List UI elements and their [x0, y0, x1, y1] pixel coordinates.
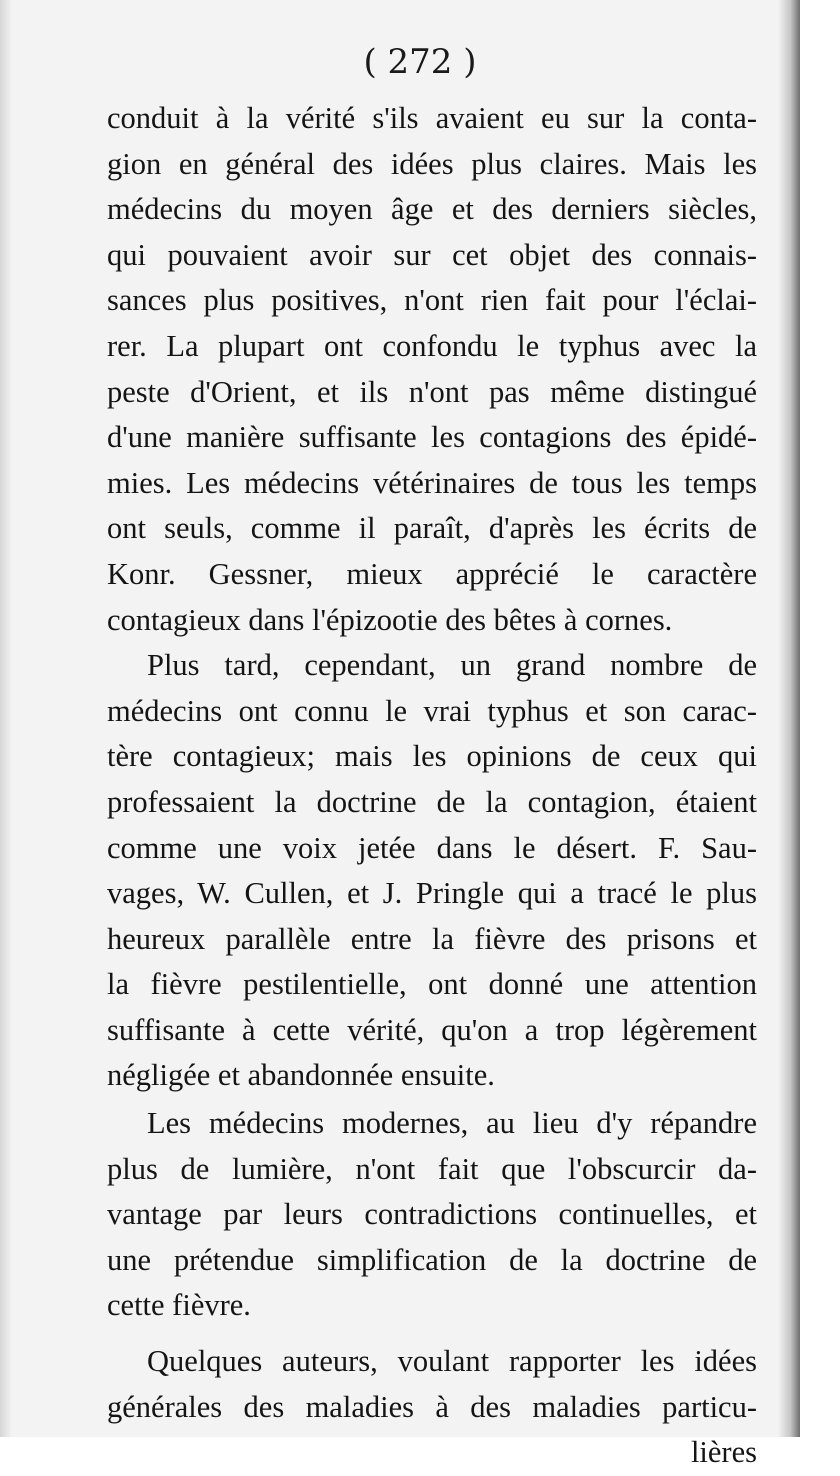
text-line: sances plus positives, n'ont rien fait pour l'éclai-: [107, 283, 757, 318]
text-line: négligée et abandonnée ensuite.: [107, 1058, 495, 1093]
text-line: qui pouvaient avoir sur cet objet des connais-: [107, 237, 757, 272]
text-line: mies. Les médecins vétérinaires de tous les temps: [107, 465, 757, 500]
text-line: médecins du moyen âge et des derniers siècles,: [107, 192, 757, 227]
text-line: comme une voix jetée dans le désert. F. Sau-: [107, 830, 757, 865]
text-line: gion en général des idées plus claires. Mais les: [107, 146, 757, 181]
text-line: Les médecins modernes, au lieu d'y répandre: [147, 1106, 757, 1141]
page-right-shadow: [778, 0, 800, 1437]
page-left-shadow: [0, 0, 12, 1437]
text-line: conduit à la vérité s'ils avaient eu sur la conta-: [107, 101, 757, 135]
text-line: heureux parallèle entre la fièvre des prisons et: [107, 921, 757, 956]
text-line: vages, W. Cullen, et J. Pringle qui a tracé le plus: [107, 876, 757, 911]
body-text: [107, 96, 757, 1476]
page-number: ( 272 ): [363, 42, 477, 82]
text-line: la fièvre pestilentielle, ont donné une attention: [107, 967, 757, 1002]
text-line: Plus tard, cependant, un grand nombre de: [147, 648, 757, 683]
text-line: vantage par leurs contradictions continuelles, et: [107, 1197, 757, 1232]
text-line: médecins ont connu le vrai typhus et son carac-: [107, 693, 757, 728]
text-line: tère contagieux; mais les opinions de ceux qui: [107, 739, 757, 774]
text-line: ont seuls, comme il paraît, d'après les écrits de: [107, 511, 757, 546]
text-line: cette fièvre.: [107, 1288, 251, 1323]
text-line: suffisante à cette vérité, qu'on a trop légèrement: [107, 1012, 757, 1047]
text-line: professaient la doctrine de la contagion, étaient: [107, 784, 757, 819]
text-line: plus de lumière, n'ont fait que l'obscurcir da-: [107, 1151, 757, 1186]
text-line: lières: [690, 1435, 757, 1470]
text-line: Quelques auteurs, voulant rapporter les idées: [147, 1344, 757, 1379]
text-line: rer. La plupart ont confondu le typhus avec la: [107, 328, 757, 363]
text-line: d'une manière suffisante les contagions des épidé-: [107, 420, 757, 455]
text-line: une prétendue simplification de la doctrine de: [107, 1242, 757, 1277]
text-line: générales des maladies à des maladies particu-: [107, 1389, 757, 1424]
text-line: peste d'Orient, et ils n'ont pas même distingué: [107, 374, 757, 409]
text-line: contagieux dans l'épizootie des bêtes à cornes.: [107, 602, 673, 637]
text-line: Konr. Gessner, mieux apprécié le caractère: [107, 556, 757, 591]
